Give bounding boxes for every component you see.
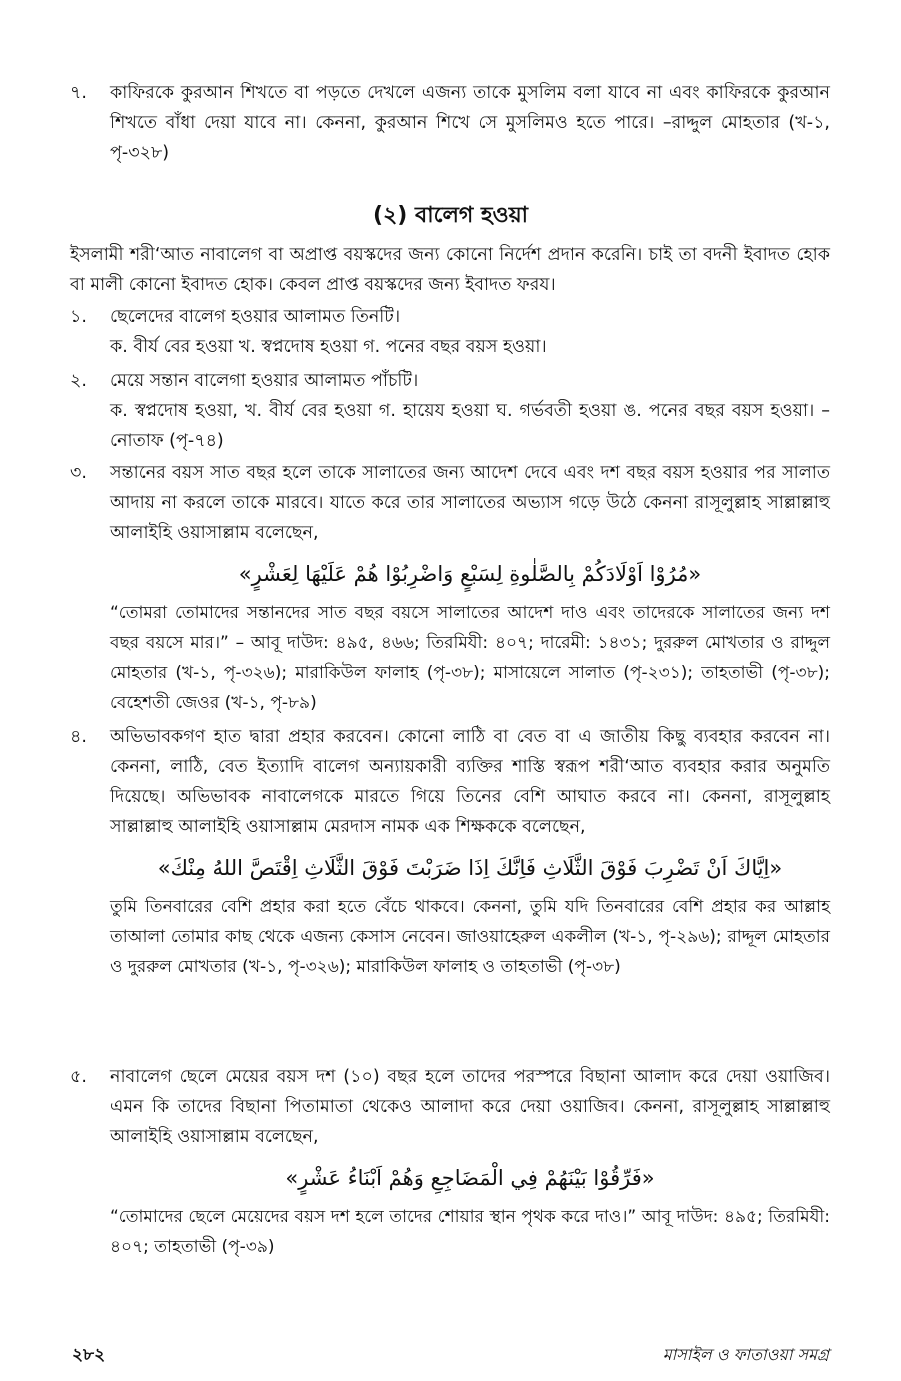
item-number: ৩. [70,463,87,483]
hadith-translation: “তোমরা তোমাদের সন্তানদের সাত বছর বয়সে সালাতের আদেশ দাও এবং তাদেরকে সালাতের জন্য দশ বছর বয়সে মার।” – আবূ দাউদ: ৪৯৫, ৪৬৬; তিরমিযী: ৪০৭; দারেমী: ১৪৩১; দুররুল মোখতার ও রাদ্দুল মোহতার (খ-১, পৃ-৩২৬); মারাকিউল ফালাহ (পৃ-৩৮); মাসায়েলে সালাত (পৃ-২৩১); তাহতাভী (পৃ-৩৮); বেহেশতী জেওর (খ-১, পৃ-৮৯) [110,603,830,713]
section-heading: (২) বালেগ হওয়া [372,203,529,228]
item-text: মেয়ে সন্তান বালেগা হওয়ার আলামত পাঁচটি। [110,371,419,391]
arabic-hadith: «مُرُوْا اَوْلَادَكُمْ بِالصَّلٰوةِ لِسَبْعٍ وَاضْرِبُوْا هُمْ عَلَيْهَا لِعَشْرٍ» [238,562,702,586]
list-item-1 [70,302,830,362]
item-text: ছেলেদের বালেগ হওয়ার আলামত তিনটি। [110,307,401,327]
hadith-translation: তুমি তিনবারের বেশি প্রহার করা হতে বেঁচে থাকবে। কেননা, তুমি যদি তিনবারের বেশি প্রহার কর আল্লাহ তাআলা তোমার কাছ থেকে এজন্য কেসাস নেবেন। জাওয়াহেরুল একলীল (খ-১, পৃ-২৯৬); রাদ্দূল মোহতার ও দুররুল মোখতার (খ-১, পৃ-৩২৬); মারাকিউল ফালাহ ও তাহতাভী (পৃ-৩৮) [110,897,830,977]
list-item-4 [70,722,830,982]
arabic-hadith: «اِيَّاكَ اَنْ تَضْرِبَ فَوْقَ الثَّلَاثِ فَاِنَّكَ اِذَا ضَرَبْتَ فَوْقَ الثَّلَاثِ اِقْتَصَّ اللهُ مِنْكَ» [157,856,783,880]
item-text: নাবালেগ ছেলে মেয়ের বয়স দশ (১০) বছর হলে তাদের পরস্পরে বিছানা আলাদ করে দেয়া ওয়াজিব। এমন কি তাদের বিছানা পিতামাতা থেকেও আলাদা করে দেয়া ওয়াজিব। কেননা, রাসূলুল্লাহ সাল্লাল্লাহু আলাইহি ওয়াসাল্লাম বলেছেন, [110,1067,830,1147]
item-text: সন্তানের বয়স সাত বছর হলে তাকে সালাতের জন্য আদেশ দেবে এবং দশ বছর বয়স হওয়ার পর সালাত আদায় না করলে তাকে মারবে। যাতে করে তার সালাতের অভ্যাস গড়ে উঠে কেননা রাসূলুল্লাহ সাল্লাল্লাহু আলাইহি ওয়াসাল্লাম বলেছেন, [110,463,830,543]
hadith-translation: “তোমাদের ছেলে মেয়েদের বয়স দশ হলে তাদের শোয়ার স্থান পৃথক করে দাও।” আবূ দাউদ: ৪৯৫; তিরমিযী: ৪০৭; তাহতাভী (পৃ-৩৯) [110,1207,830,1257]
item-number: ৪. [70,727,87,747]
item-number: ৭. [70,83,87,103]
list-item-3 [70,458,830,718]
item-subtext: ক. স্বপ্নদোষ হওয়া, খ. বীর্য বের হওয়া গ. হায়েয হওয়া ঘ. গর্ভবতী হওয়া ঙ. পনের বছর বয়স হওয়া। –নোতাফ (পৃ-৭৪) [110,401,830,451]
arabic-hadith: «فَرِّقُوْا بَيْنَهُمْ فِي الْمَضَاجِعِ وَهُمْ اَبْنَاءُ عَشْرٍ» [285,1166,655,1190]
page-number: ২৮২ [72,1345,106,1365]
item-text: কাফিরকে কুরআন শিখতে বা পড়তে দেখলে এজন্য তাকে মুসলিম বলা যাবে না এবং কাফিরকে কুরআন শিখতে বাঁধা দেয়া যাবে না। কেননা, কুরআন শিখে সে মুসলিমও হতে পারে। –রাদ্দুল মোহতার (খ-১, পৃ-৩২৮) [110,83,830,163]
item-number: ১. [70,307,87,327]
list-item-7 [70,78,830,168]
item-subtext: ক. বীর্য বের হওয়া খ. স্বপ্নদোষ হওয়া গ. পনের বছর বয়স হওয়া। [110,337,547,357]
list-item-5 [70,1062,830,1262]
item-number: ৫. [70,1067,87,1087]
item-text: অভিভাবকগণ হাত দ্বারা প্রহার করবেন। কোনো লাঠি বা বেত বা এ জাতীয় কিছু ব্যবহার করবেন না। কেননা, লাঠি, বেত ইত্যাদি বালেগ অন্যায়কারী ব্যক্তির শাস্তি স্বরূপ শরী‘আত ব্যবহার করার অনুমতি দিয়েছে। অভিভাবক নাবালেগকে মারতে গিয়ে তিনের বেশি আঘাত করবে না। কেননা, রাসূলুল্লাহ সাল্লাল্লাহু আলাইহি ওয়াসাল্লাম মেরদাস নামক এক শিক্ষককে বলেছেন, [110,727,830,837]
intro-paragraph: ইসলামী শরী‘আত নাবালেগ বা অপ্রাপ্ত বয়স্কদের জন্য কোনো নির্দেশ প্রদান করেনি। চাই তা বদনী ইবাদত হোক বা মালী কোনো ইবাদত হোক। কেবল প্রাপ্ত বয়স্কদের জন্য ইবাদত ফরয। [70,245,830,295]
book-title: মাসাইল ও ফাতাওয়া সমগ্র [662,1345,829,1364]
item-number: ২. [70,371,87,391]
list-item-2 [70,366,830,456]
